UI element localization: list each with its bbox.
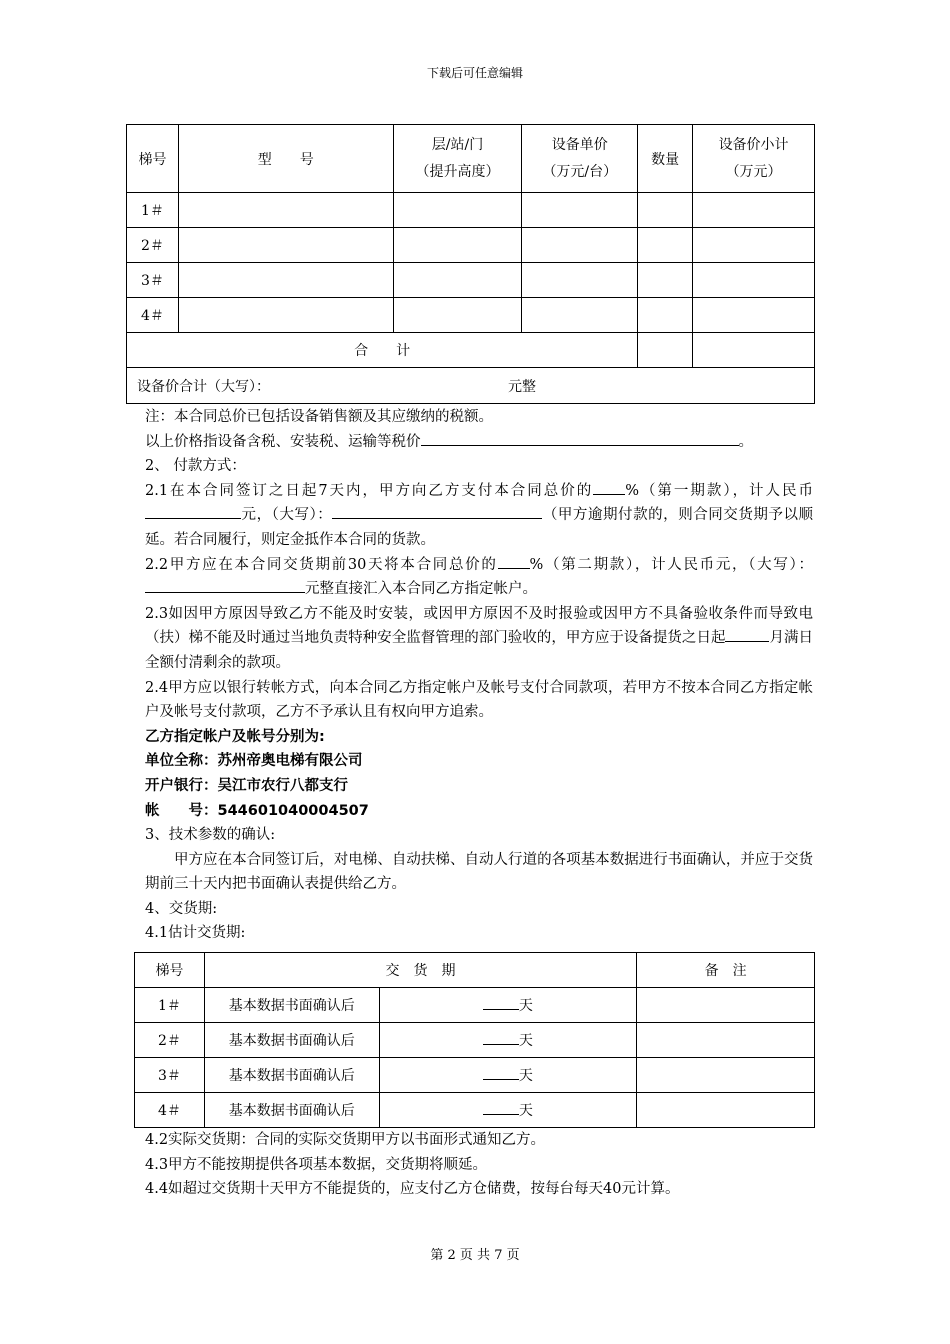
col-header-price: 设备单价 （万元/台） bbox=[522, 125, 638, 193]
contract-body bbox=[145, 405, 813, 946]
page-footer: 第 2 页 共 7 页 bbox=[430, 1248, 520, 1263]
section-2-title: 2、 付款方式： bbox=[145, 458, 246, 475]
row-no: 4＃ bbox=[135, 1093, 205, 1128]
table-header-row bbox=[127, 125, 815, 193]
account-name: 单位全称：苏州帝奥电梯有限公司 bbox=[145, 753, 363, 770]
total-label: 合 计 bbox=[127, 333, 638, 368]
clause-4-2: 4.2实际交货期：合同的实际交货期甲方以书面形式通知乙方。 bbox=[145, 1132, 546, 1148]
capital-row bbox=[127, 368, 815, 404]
section-3-title: 3、技术参数的确认: bbox=[145, 827, 276, 844]
row-condition: 基本数据书面确认后 bbox=[204, 1093, 379, 1128]
row-no: 2＃ bbox=[127, 228, 179, 263]
capital-amount-cell bbox=[127, 368, 815, 404]
table-row bbox=[127, 193, 815, 228]
price-note: 注：本合同总价已包括设备销售额及其应缴纳的税额。 bbox=[145, 409, 493, 425]
row-no: 3＃ bbox=[127, 263, 179, 298]
row-condition: 基本数据书面确认后 bbox=[204, 1058, 379, 1093]
tax-line: 以上价格指设备含税、安装税、运输等税价 。 bbox=[145, 430, 813, 455]
clause-2-2: 2.2甲方应在本合同交货期前30天将本合同总价的 %（第二期款），计人民币元，（大写）：元整直接汇入本合同乙方指定帐户。 bbox=[145, 553, 813, 602]
clause-2-3: 2.3如因甲方原因导致乙方不能及时安装，或因甲方原因不及时报验或因甲方不具备验收条件而导致电（扶）梯不能及时通过当地负责特种安全监督管理的部门验收的，甲方应于设备提货之日起 月满日全额付清剩余的款项。 bbox=[145, 605, 814, 671]
col-header-no: 梯号 bbox=[127, 125, 179, 193]
capital-label: 设备价合计（大写）： bbox=[137, 378, 270, 395]
clause-4-3: 4.3甲方不能按期提供各项基本数据，交货期将顺延。 bbox=[145, 1156, 488, 1173]
equipment-price-table bbox=[126, 124, 815, 404]
col-header-no: 梯号 bbox=[135, 953, 205, 988]
account-number: 帐 号：544601040004507 bbox=[145, 802, 369, 819]
row-condition: 基本数据书面确认后 bbox=[204, 1023, 379, 1058]
col-header-qty: 数量 bbox=[638, 125, 693, 193]
account-title: 乙方指定帐户及帐号分别为: bbox=[145, 728, 325, 745]
row-days: 天 bbox=[379, 1023, 637, 1058]
table-row bbox=[127, 298, 815, 333]
clause-4-4: 4.4如超过交货期十天甲方不能提货的，应支付乙方仓储费，按每台每天40元计算。 bbox=[145, 1181, 680, 1198]
row-no: 1＃ bbox=[127, 193, 179, 228]
col-header-remark: 备 注 bbox=[637, 953, 815, 988]
col-header-subtotal: 设备价小计 （万元） bbox=[693, 125, 815, 193]
row-no: 3＃ bbox=[135, 1058, 205, 1093]
account-bank: 开户银行：吴江市农行八都支行 bbox=[145, 777, 348, 794]
row-no: 2＃ bbox=[135, 1023, 205, 1058]
section-4-title: 4、交货期: bbox=[145, 900, 218, 917]
table-row bbox=[135, 1023, 815, 1058]
row-condition: 基本数据书面确认后 bbox=[204, 988, 379, 1023]
total-row bbox=[127, 333, 815, 368]
col-header-delivery: 交 货 期 bbox=[204, 953, 636, 988]
row-days: 天 bbox=[379, 988, 637, 1023]
clause-2-1: 2.1在本合同签订之日起7天内，甲方向乙方支付本合同总价的 %（第一期款），计人民币元，（大写）： （甲方逾期付款的，则合同交货期予以顺延。若合同履行，则定金抵作本合同的货款。 bbox=[145, 479, 813, 553]
row-no: 4＃ bbox=[127, 298, 179, 333]
delivery-clauses bbox=[145, 1128, 813, 1202]
clause-3-body: 甲方应在本合同签订后，对电梯、自动扶梯、自动人行道的各项基本数据进行书面确认，并应于交货期前三十天内把书面确认表提供给乙方。 bbox=[145, 851, 813, 893]
col-header-floors: 层/站/门 （提升高度） bbox=[393, 125, 522, 193]
col-header-model: 型 号 bbox=[178, 125, 393, 193]
table-row bbox=[127, 228, 815, 263]
delivery-table bbox=[134, 952, 815, 1128]
table-header-row bbox=[135, 953, 815, 988]
table-row bbox=[135, 1058, 815, 1093]
capital-suffix: 元整 bbox=[508, 378, 536, 395]
row-days: 天 bbox=[379, 1058, 637, 1093]
row-days: 天 bbox=[379, 1093, 637, 1128]
table-row bbox=[135, 1093, 815, 1128]
table-row bbox=[127, 263, 815, 298]
clause-4-1-title: 4.1估计交货期: bbox=[145, 925, 246, 942]
clause-2-4: 2.4甲方应以银行转帐方式，向本合同乙方指定帐户及帐号支付合同款项，若甲方不按本合同乙方指定帐户及帐号支付款项，乙方不予承认且有权向甲方追索。 bbox=[145, 679, 813, 721]
page-header: 下载后可任意编辑 bbox=[426, 66, 523, 80]
table-row bbox=[135, 988, 815, 1023]
row-no: 1＃ bbox=[135, 988, 205, 1023]
